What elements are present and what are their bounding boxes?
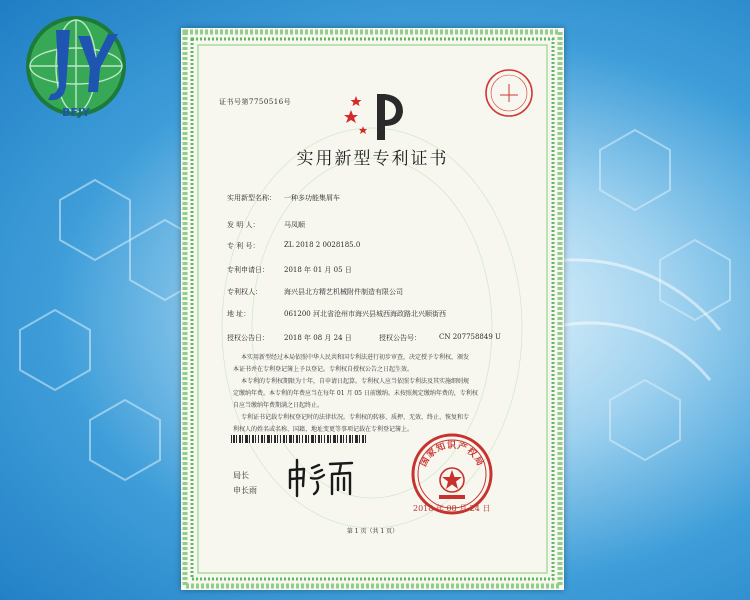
field-label-authorization-number: 授权公告号：: [379, 334, 421, 342]
field-value-grant-date: 2018 年 08 月 24 日: [284, 334, 352, 342]
seal-stamp-top-right: [484, 68, 534, 118]
body-text-line: 定缴纳年费。本专利的年费应当在每年 01 月 05 日前缴纳。未按照规定缴纳年费的，专利权: [233, 390, 478, 397]
field-label-grant-date: 授权公告日：: [227, 334, 269, 342]
field-label-address: 地 址：: [227, 310, 251, 318]
field-value-authorization-number: CN 207758849 U: [439, 333, 501, 341]
field-value-name: 一种多功能集屑车: [284, 194, 340, 202]
barcode: [231, 435, 367, 443]
body-text-line: 利权人的姓名或名称、国籍、地址变更等事项记载在专利登记簿上。: [233, 426, 414, 433]
field-value-patentee: 海兴县北方精艺机械附件制造有限公司: [284, 288, 403, 296]
body-text-line: 本证书并在专利登记簿上予以登记。专利权自授权公告之日起生效。: [233, 366, 414, 373]
field-label-inventor: 发 明 人：: [227, 221, 260, 229]
field-label-patentee: 专利权人：: [227, 288, 262, 296]
director-signature: [286, 456, 356, 498]
field-value-application-date: 2018 年 01 月 05 日: [284, 266, 352, 274]
patent-certificate: [181, 28, 564, 590]
body-text-line: 本专利的专利权期限为十年，自申请日起算。专利权人应当依照专利法及其实施细则规: [241, 378, 470, 385]
field-value-patent-number: ZL 2018 2 0028185.0: [284, 241, 361, 249]
field-label-name: 实用新型名称：: [227, 194, 276, 202]
certificate-number: 证书号第7750516号: [219, 98, 292, 106]
logo-text: BFJY: [62, 106, 90, 119]
seal-text: 国家知识产权局: [418, 441, 486, 469]
director-name: 申长雨: [233, 486, 257, 495]
seal-date: 2018 年 08 月 24 日: [413, 504, 491, 513]
field-value-inventor: 马凤顺: [284, 221, 305, 229]
body-text-line: 本实用新型经过本局依照中华人民共和国专利法进行初步审查，决定授予专利权，颁发: [241, 354, 470, 361]
globe-letter-logo-icon: [18, 12, 134, 124]
body-text-line: 自应当缴纳年费期满之日起终止。: [233, 402, 324, 409]
field-value-address: 061200 河北省沧州市海兴县城西海政路北兴顺街西: [284, 310, 446, 318]
field-label-application-date: 专利申请日：: [227, 266, 269, 274]
page-number: 第 1 页（共 1 页）: [346, 528, 399, 535]
body-text-line: 专利证书记载专利权登记时的法律状况。专利权的转移、质押、无效、终止、恢复和专: [241, 414, 470, 421]
director-title: 局长: [233, 471, 249, 480]
field-label-patent-number: 专 利 号：: [227, 242, 260, 250]
patent-office-emblem-icon: [341, 88, 411, 142]
certificate-title: 实用新型专利证书: [296, 149, 449, 169]
